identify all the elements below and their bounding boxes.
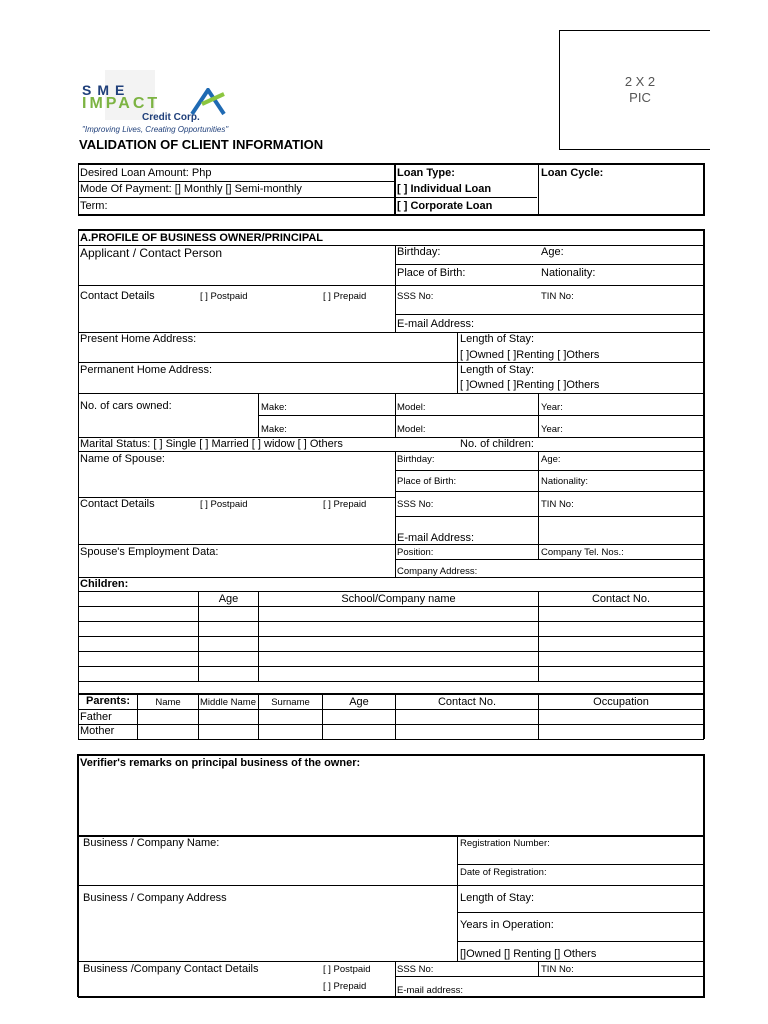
spouse-company-tel-label: Company Tel. Nos.: xyxy=(541,547,624,558)
business-email-label: E-mail address: xyxy=(397,985,463,996)
parents-occupation-header: Occupation xyxy=(593,696,649,708)
spouse-sss-no-label: SSS No: xyxy=(397,499,434,510)
postpaid-checkbox[interactable]: [ ] Postpaid xyxy=(200,291,248,302)
children-contact-header: Contact No. xyxy=(591,593,651,605)
car2-model-label: Model: xyxy=(397,424,426,435)
parents-age-header: Age xyxy=(349,696,369,708)
registration-number-label: Registration Number: xyxy=(460,838,550,849)
individual-loan-checkbox[interactable]: [ ] Individual Loan xyxy=(397,183,492,195)
section-a-title: A.PROFILE OF BUSINESS OWNER/PRINCIPAL xyxy=(80,232,324,244)
place-of-birth-label: Place of Birth: xyxy=(397,267,466,279)
father-row-label: Father xyxy=(80,711,112,723)
logo-tagline: "Improving Lives, Creating Opportunities" xyxy=(82,125,229,134)
permanent-length-of-stay-label: Length of Stay: xyxy=(460,364,534,376)
spouse-prepaid-checkbox[interactable]: [ ] Prepaid xyxy=(323,499,367,510)
loan-type-label: Loan Type: xyxy=(397,167,455,179)
corporate-loan-checkbox[interactable]: [ ] Corporate Loan xyxy=(397,200,493,212)
logo-sme: SME xyxy=(82,82,131,98)
spouse-nationality-label: Nationality: xyxy=(541,476,588,487)
spouse-company-address-label: Company Address: xyxy=(397,566,478,577)
business-name-label: Business / Company Name: xyxy=(83,837,220,849)
parents-surname-header: Surname xyxy=(271,697,310,708)
car2-make-label: Make: xyxy=(261,424,287,435)
business-prepaid-checkbox[interactable]: [ ] Prepaid xyxy=(323,981,367,992)
spouse-birthday-label: Birthday: xyxy=(397,454,435,465)
parents-contact-header: Contact No. xyxy=(437,696,497,708)
contact-details-label: Contact Details xyxy=(80,290,155,302)
business-sss-no-label: SSS No: xyxy=(397,964,434,975)
email-address-label: E-mail Address: xyxy=(397,318,475,330)
business-own-rent-options[interactable]: []Owned [] Renting [] Others xyxy=(460,948,597,960)
permanent-own-rent-options[interactable]: [ ]Owned [ ]Renting [ ]Others xyxy=(460,379,600,391)
spouse-email-label: E-mail Address: xyxy=(397,532,475,544)
page-title: VALIDATION OF CLIENT INFORMATION xyxy=(79,137,324,152)
mode-of-payment-label: Mode Of Payment: [] Monthly [] Semi-monthly xyxy=(80,183,302,195)
children-label: Children: xyxy=(80,578,129,590)
business-address-label: Business / Company Address xyxy=(83,892,227,904)
cars-owned-label: No. of cars owned: xyxy=(80,400,172,412)
spouse-place-of-birth-label: Place of Birth: xyxy=(397,476,457,487)
prepaid-checkbox[interactable]: [ ] Prepaid xyxy=(323,291,367,302)
present-length-of-stay-label: Length of Stay: xyxy=(460,333,534,345)
spouse-position-label: Position: xyxy=(397,547,434,558)
car1-year-label: Year: xyxy=(541,402,563,413)
business-length-of-stay-label: Length of Stay: xyxy=(460,892,534,904)
children-school-header: School/Company name xyxy=(341,593,456,605)
parents-label: Parents: xyxy=(85,695,131,707)
spouse-postpaid-checkbox[interactable]: [ ] Postpaid xyxy=(200,499,248,510)
present-own-rent-options[interactable]: [ ]Owned [ ]Renting [ ]Others xyxy=(460,349,600,361)
desired-loan-amount-label: Desired Loan Amount: Php xyxy=(80,167,212,179)
business-contact-details-label: Business /Company Contact Details xyxy=(83,963,259,975)
business-tin-no-label: TIN No: xyxy=(541,964,574,975)
age-label: Age: xyxy=(541,246,564,258)
spouse-contact-details-label: Contact Details xyxy=(80,498,155,510)
logo-credit: Credit Corp. xyxy=(142,112,200,123)
logo-impact: IMPACT xyxy=(82,95,161,112)
photo-box-label: PIC xyxy=(629,90,651,105)
no-of-children-label: No. of children: xyxy=(460,438,534,450)
sss-no-label: SSS No: xyxy=(397,291,434,302)
permanent-address-label: Permanent Home Address: xyxy=(80,364,213,376)
business-postpaid-checkbox[interactable]: [ ] Postpaid xyxy=(323,964,371,975)
spouse-tin-no-label: TIN No: xyxy=(541,499,574,510)
birthday-label: Birthday: xyxy=(397,246,441,258)
photo-box-size: 2 X 2 xyxy=(624,74,656,89)
car1-model-label: Model: xyxy=(397,402,426,413)
marital-status-options[interactable]: Marital Status: [ ] Single [ ] Married [ ] widow [ ] Others xyxy=(80,438,343,450)
applicant-label: Applicant / Contact Person xyxy=(80,246,223,260)
photo-box xyxy=(559,30,710,150)
children-age-header: Age xyxy=(218,593,239,605)
present-address-label: Present Home Address: xyxy=(80,333,197,345)
parents-name-header: Name xyxy=(155,697,181,708)
spouse-age-label: Age: xyxy=(541,454,561,465)
term-label: Term: xyxy=(80,200,108,212)
loan-cycle-label: Loan Cycle: xyxy=(541,167,604,179)
tin-no-label: TIN No: xyxy=(541,291,574,302)
date-of-registration-label: Date of Registration: xyxy=(460,867,547,878)
verifier-title: Verifier's remarks on principal business of the owner: xyxy=(80,757,361,769)
car2-year-label: Year: xyxy=(541,424,563,435)
car1-make-label: Make: xyxy=(261,402,287,413)
parents-middle-name-header: Middle Name xyxy=(200,697,256,708)
mother-row-label: Mother xyxy=(80,725,115,737)
spouse-name-label: Name of Spouse: xyxy=(80,453,165,465)
company-logo xyxy=(80,70,260,138)
spouse-employment-label: Spouse's Employment Data: xyxy=(80,546,219,558)
years-in-operation-label: Years in Operation: xyxy=(460,919,554,931)
nationality-label: Nationality: xyxy=(541,267,596,279)
